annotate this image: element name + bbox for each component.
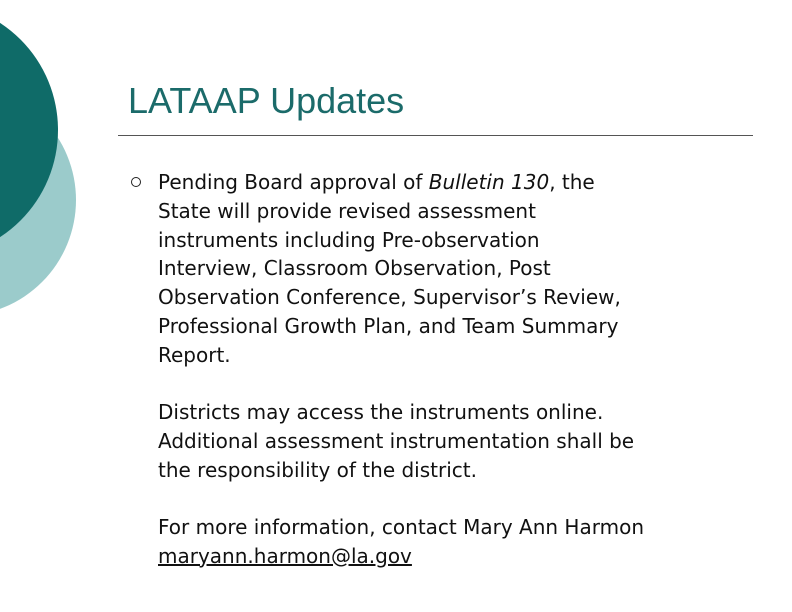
bullet-paragraph	[158, 168, 758, 370]
bullet-line-7: Report.	[158, 342, 231, 367]
districts-line-3: the responsibility of the district.	[158, 457, 477, 482]
title-divider	[118, 135, 753, 136]
bullet-line-2: State will provide revised assessment	[158, 198, 536, 223]
bullet-circle-icon	[131, 177, 141, 187]
bullet-line-1-post: , the	[549, 170, 595, 194]
districts-paragraph	[158, 398, 758, 484]
bulletin-reference: Bulletin 130	[428, 170, 550, 194]
contact-paragraph	[158, 513, 758, 571]
bullet-line-3: instruments including Pre-observation	[158, 227, 540, 252]
contact-line: For more information, contact Mary Ann Harmon	[158, 515, 644, 539]
bullet-line-6: Professional Growth Plan, and Team Summary	[158, 313, 619, 338]
decorative-circles	[0, 0, 120, 330]
slide-title: LATAAP Updates	[128, 80, 405, 121]
bullet-line-1-pre: Pending Board approval of	[158, 170, 429, 194]
districts-line-2: Additional assessment instrumentation shall be	[158, 428, 635, 453]
bullet-line-5: Observation Conference, Supervisor’s Review,	[158, 285, 621, 310]
districts-line-1: Districts may access the instruments online.	[158, 400, 604, 424]
contact-email-link[interactable]: maryann.harmon@la.gov	[158, 543, 412, 568]
bullet-line-4: Interview, Classroom Observation, Post	[158, 256, 551, 281]
